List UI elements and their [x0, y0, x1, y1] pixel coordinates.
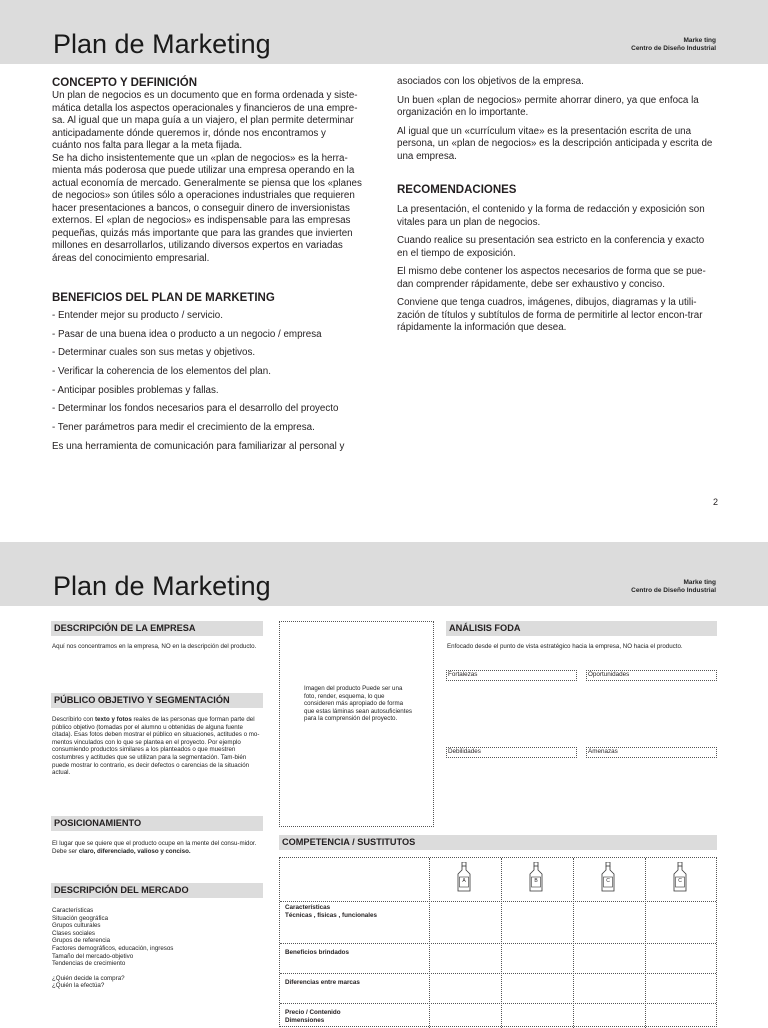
text-line: sa. Al igual que un mapa guía a un viajero, el plan permite determinar: [52, 115, 354, 126]
foda-fortalezas: Fortalezas: [446, 670, 577, 681]
list-item: ¿Quién decide la compra?: [52, 974, 125, 982]
right-column: [397, 76, 717, 341]
paragraph: El mismo debe contener los aspectos necesarios de forma que se pue-dan comprender rápidamente, debe ser exhaustivo y conciso.: [397, 266, 706, 290]
list-item: Grupos de referencia: [52, 937, 111, 945]
bottle-icon: C: [601, 862, 615, 897]
page-gap: [0, 530, 768, 542]
text-line: mática detalla los aspectos operacionales y financieros de una empre-: [52, 102, 358, 114]
spacer: [52, 968, 264, 975]
text-line: externos. El «plan de negocios» es indispensable para las empresas: [52, 215, 351, 226]
bottle-icon: B: [529, 862, 543, 897]
competencia-heading: COMPETENCIA / SUSTITUTOS: [279, 835, 717, 850]
page-2-header: [0, 542, 768, 606]
list-item: - Determinar cuales son sus metas y objetivos.: [52, 347, 256, 359]
text-line: hacer presentaciones a bancos, o conseguir dinero de inversionistas: [52, 202, 350, 214]
text-line: actual economía de mercado. Generalmente se piensa que los «planes: [52, 177, 362, 189]
text-line: mienta más poderosa que puede utilizar una empresa operando en la: [52, 165, 355, 176]
text-line: cuánto nos falta para llegar a la meta fijada.: [52, 140, 243, 151]
list-item: Factores demográficos, educación, ingresos: [52, 944, 174, 952]
table-divider: [280, 1003, 716, 1004]
list-item: - Anticipar posibles problemas y fallas.: [52, 384, 219, 396]
empresa-text: Aquí nos concentramos en la empresa, NO en la descripción del producto.: [52, 643, 257, 650]
foda-oportunidades: Oportunidades: [586, 670, 717, 681]
beneficios-list: [52, 310, 382, 453]
posicionamiento-text: El lugar que se quiere que el producto ocupe en la mente del consu-midor. Debe ser claro, diferenciado, valioso y conciso.: [52, 840, 257, 855]
list-item: Es una herramienta de comunicación para familiarizar al personal y: [52, 440, 345, 452]
section-heading-beneficios: BENEFICIOS DEL PLAN DE MARKETING: [52, 292, 275, 304]
row-label-beneficios: Beneficios brindados: [285, 949, 350, 956]
list-item: Situación geográfica: [52, 914, 109, 922]
publico-text: Descríbirlo con texto y fotos reales de las personas que forman parte del público objetivo (tomadas por el alumno u obtenidas de alguna fuente citada). Esas fotos deben mostrar el público en situaciones, actitudes o mo-mentos vinculados con lo que se plantea en el proyecto. Por ejemplo consumiendo productos similares a los planteados o que muestren costumbres y actitudes que se utilizan para la segmentación. Tam-bién puede mostrar lo contrario, es decir defectos o carencias de la situación actual.: [52, 716, 260, 777]
list-item: - Pasar de una buena idea o producto a un negocio / empresa: [52, 328, 322, 340]
foda-amenazas: Amenazas: [586, 747, 717, 758]
bottle-icon: C: [673, 862, 687, 897]
paragraph: La presentación, el contenido y la forma de redacción y exposición son vitales para un plan de negocios.: [397, 204, 705, 228]
list-item: - Tener parámetros para medir el crecimiento de la empresa.: [52, 422, 315, 434]
recomendaciones-text: [397, 204, 717, 335]
text-line: millones en desarrollarlos, utilizando diversos expertos en variadas: [52, 240, 343, 251]
text-line: anticipadamente dónde queremos ir, dónde nos encontramos y: [52, 127, 326, 139]
mercado-list: [52, 907, 264, 990]
list-item: Tamaño del mercado-objetivo: [52, 952, 134, 960]
row-label-diferencias: Diferencias entre marcas: [285, 979, 360, 986]
list-item: Grupos culturales: [52, 922, 101, 930]
page-header: [0, 0, 768, 64]
paragraph: Al igual que un «currículum vitae» es la presentación escrita de una persona, un «plan de negocios» es la descripción anticipada y escrita de una empresa.: [397, 125, 713, 162]
concepto-text: [52, 90, 382, 265]
product-image-placeholder: [279, 621, 434, 827]
foda-text: Enfocado desde el punto de vista estratégico hacia la empresa, NO hacia el producto.: [447, 643, 683, 650]
foda-debilidades: Debilidades: [446, 747, 577, 758]
row-label-precio: Precio / Contenido Dimensiones: [285, 1009, 341, 1024]
bottle-icon: A: [457, 862, 471, 897]
imagen-text: Imagen del producto Puede ser una foto, render, esquema, lo que consideren más apropiado de forma que estas láminas sean autosuficientes para la comprensión del proyecto.: [304, 685, 413, 723]
continuation-text: [397, 76, 717, 163]
page-2-header-tag: Marke ting Centro de Diseño Industrial: [631, 579, 716, 594]
list-item: ¿Quién la efectúa?: [52, 982, 105, 990]
text-line: áreas del conocimiento empresarial.: [52, 252, 210, 264]
table-divider: [280, 901, 716, 902]
text-line: de negocios» son útiles sólo a operaciones industriales que requieren: [52, 190, 355, 201]
page-title: Plan de Marketing: [53, 29, 271, 59]
foda-heading: ANÁLISIS FODA: [446, 621, 717, 636]
table-divider: [280, 973, 716, 974]
list-item: - Entender mejor su producto / servicio.: [52, 310, 223, 321]
list-item: - Verificar la coherencia de los elementos del plan.: [52, 366, 271, 378]
text-line: Un plan de negocios es un documento que en forma ordenada y siste-: [52, 90, 358, 101]
mercado-heading: DESCRIPCIÓN DEL MERCADO: [51, 883, 263, 898]
empresa-heading: DESCRIPCIÓN DE LA EMPRESA: [51, 621, 263, 636]
paragraph: Conviene que tenga cuadros, imágenes, dibujos, diagramas y la utili-zación de títulos y subtítulos de forma de permitirle al lector encon-trar rápidamente la información que desea.: [397, 297, 703, 333]
list-item: Características: [52, 907, 94, 914]
competencia-table: [279, 857, 717, 1027]
posicionamiento-heading: POSICIONAMIENTO: [51, 816, 263, 831]
left-column: [52, 76, 382, 460]
section-heading-concepto: CONCEPTO Y DEFINICIÓN: [52, 77, 198, 89]
header-tag: Marke ting Centro de Diseño Industrial: [631, 37, 716, 52]
paragraph: Un buen «plan de negocios» permite ahorrar dinero, ya que enfoca la organización en lo importante.: [397, 94, 699, 118]
list-item: Clases sociales: [52, 929, 95, 937]
text-line: pequeñas, quizás más importante que para las grandes que invierten: [52, 227, 353, 239]
page-2-title: Plan de Marketing: [53, 571, 271, 601]
row-label-caracteristicas: Características Técnicas , físicas , funcionales: [285, 904, 378, 919]
text-line: Se ha dicho insistentemente que un «plan de negocios» es la herra-: [52, 152, 348, 164]
paragraph: Cuando realice su presentación sea estricto en la conferencia y exacto en el tiempo de exposición.: [397, 235, 705, 259]
page-number: 2: [712, 497, 718, 507]
list-item: - Determinar los fondos necesarios para el desarrollo del proyecto: [52, 403, 339, 415]
list-item: Tendencias de crecimiento: [52, 960, 126, 968]
paragraph: asociados con los objetivos de la empresa.: [397, 76, 584, 87]
publico-heading: PÚBLICO OBJETIVO Y SEGMENTACIÓN: [51, 693, 263, 708]
table-divider: [280, 943, 716, 944]
section-heading-recomendaciones: RECOMENDACIONES: [397, 184, 517, 196]
